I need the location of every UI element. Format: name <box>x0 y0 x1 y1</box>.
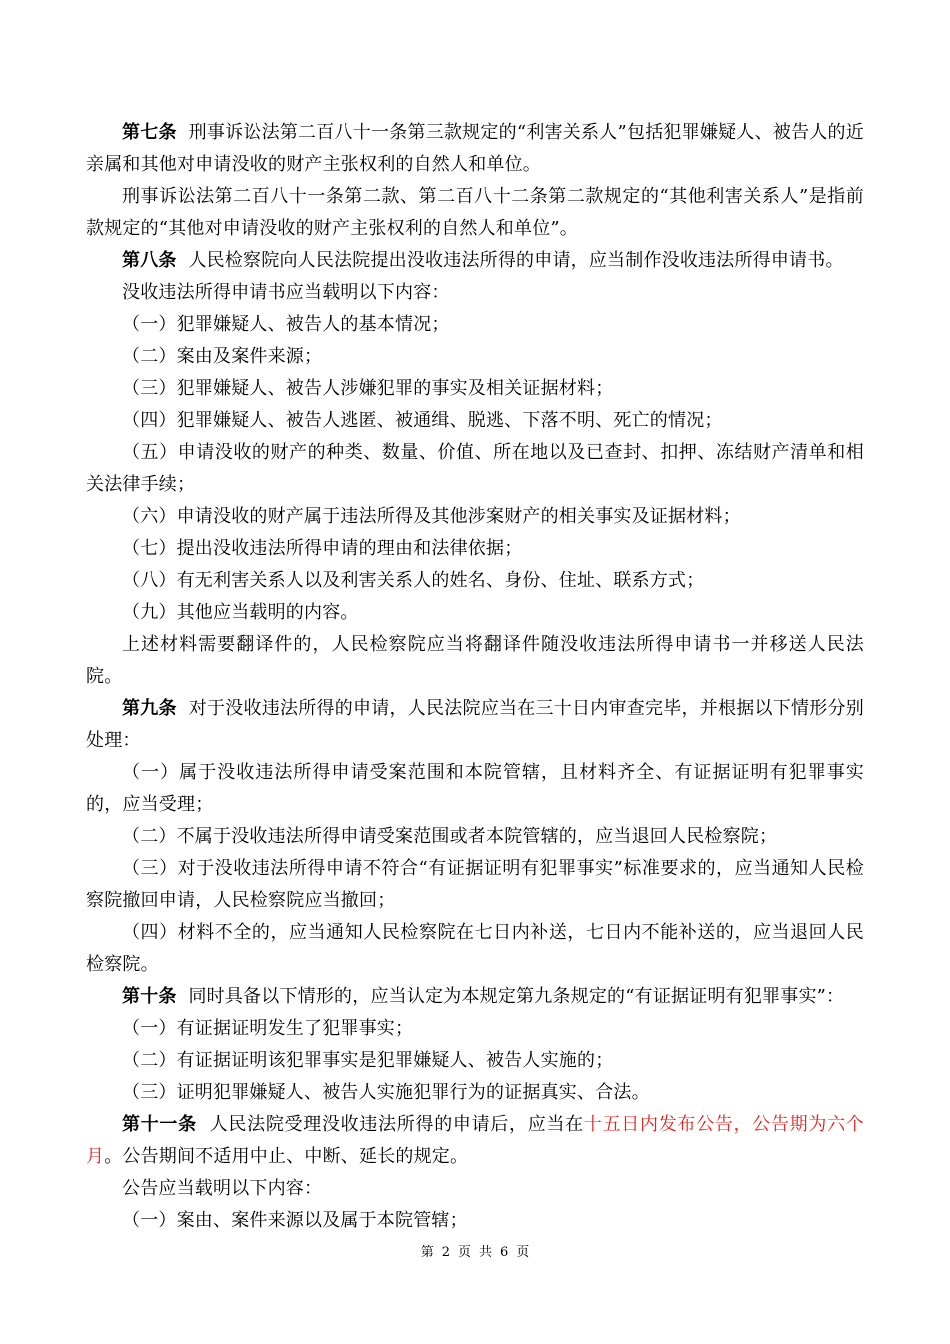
article-11-intro: 公告应当载明以下内容： <box>122 1178 323 1199</box>
article-7-paragraph-2: 刑事诉讼法第二百八十一条第二款、第二百八十二条第二款规定的“其他利害关系人”是指前款规定的“其他对申请没收的财产主张权利的自然人和单位”。 <box>86 186 864 239</box>
article-9 <box>86 693 864 757</box>
article-9-item: （三）对于没收违法所得申请不符合“有证据证明有犯罪事实”标准要求的，应当通知人民检察院撤回申请，人民检察院应当撤回； <box>86 858 864 911</box>
article-10-item: （三）证明犯罪嫌疑人、被告人实施犯罪行为的证据真实、合法。 <box>122 1082 650 1103</box>
article-8-item: （六）申请没收的财产属于违法所得及其他涉案财产的相关事实及证据材料； <box>122 506 741 527</box>
article-9-item: （四）材料不全的，应当通知人民检察院在七日内补送，七日内不能补送的，应当退回人民检察院。 <box>86 922 864 975</box>
footer-word-unit: 页 <box>457 1245 471 1260</box>
article-10 <box>86 981 864 1013</box>
article-11-highlight: 十五日内发布公告，公告期为六个月 <box>86 1114 865 1167</box>
footer-word-page: 第 <box>420 1245 434 1260</box>
article-8-item: （四）犯罪嫌疑人、被告人逃匿、被通缉、脱逃、下落不明、死亡的情况； <box>122 410 723 431</box>
footer-total-pages: 6 <box>500 1245 509 1260</box>
article-11-label: 第十一条 <box>122 1114 197 1135</box>
article-9-item: （一）属于没收违法所得申请受案范围和本院管辖，且材料齐全、有证据证明有犯罪事实的，应当受理； <box>86 762 864 815</box>
article-8-item: （二）案由及案件来源； <box>122 346 323 367</box>
article-11 <box>86 1109 864 1173</box>
footer-word-unit-2: 页 <box>516 1245 530 1260</box>
footer-word-total: 共 <box>479 1245 493 1260</box>
article-9-item: （二）不属于没收违法所得申请受案范围或者本院管辖的，应当退回人民检察院； <box>122 826 778 847</box>
article-8-label: 第八条 <box>122 250 177 271</box>
article-8-text: 人民检察院向人民法院提出没收违法所得的申请，应当制作没收违法所得申请书。 <box>188 250 844 271</box>
article-8-item: （七）提出没收违法所得申请的理由和法律依据； <box>122 538 523 559</box>
article-7-label: 第七条 <box>122 122 177 143</box>
article-8-item: （八）有无利害关系人以及利害关系人的姓名、身份、住址、联系方式； <box>122 570 705 591</box>
article-8-item: （一）犯罪嫌疑人、被告人的基本情况； <box>122 314 450 335</box>
article-8 <box>86 245 864 277</box>
page-body <box>86 117 864 1237</box>
article-8-closing: 上述材料需要翻译件的，人民检察院应当将翻译件随没收违法所得申请书一并移送人民法院。 <box>86 634 864 687</box>
article-8-item: （九）其他应当载明的内容。 <box>122 602 359 623</box>
footer-current-page: 2 <box>441 1245 450 1260</box>
article-7 <box>86 117 864 181</box>
article-11-text-after: 。公告期间不适用中止、中断、延长的规定。 <box>104 1146 469 1167</box>
article-10-label: 第十条 <box>122 986 177 1007</box>
article-8-item: （三）犯罪嫌疑人、被告人涉嫌犯罪的事实及相关证据材料； <box>122 378 614 399</box>
article-8-intro: 没收违法所得申请书应当载明以下内容： <box>122 282 450 303</box>
article-11-text-before: 人民法院受理没收违法所得的申请后，应当在 <box>209 1114 584 1135</box>
article-7-text: 刑事诉讼法第二百八十一条第三款规定的“利害关系人”包括犯罪嫌疑人、被告人的近亲属和其他对申请没收的财产主张权利的自然人和单位。 <box>86 122 864 175</box>
article-8-item: （五）申请没收的财产的种类、数量、价值、所在地以及已查封、扣押、冻结财产清单和相关法律手续； <box>86 442 864 495</box>
article-10-text: 同时具备以下情形的，应当认定为本规定第九条规定的“有证据证明有犯罪事实”： <box>188 986 845 1007</box>
article-9-label: 第九条 <box>122 698 177 719</box>
article-11-item: （一）案由、案件来源以及属于本院管辖； <box>122 1210 468 1231</box>
page-footer <box>0 1241 950 1260</box>
article-10-item: （一）有证据证明发生了犯罪事实； <box>122 1018 414 1039</box>
article-9-text: 对于没收违法所得的申请，人民法院应当在三十日内审查完毕，并根据以下情形分别处理： <box>86 698 864 751</box>
article-10-item: （二）有证据证明该犯罪事实是犯罪嫌疑人、被告人实施的； <box>122 1050 614 1071</box>
